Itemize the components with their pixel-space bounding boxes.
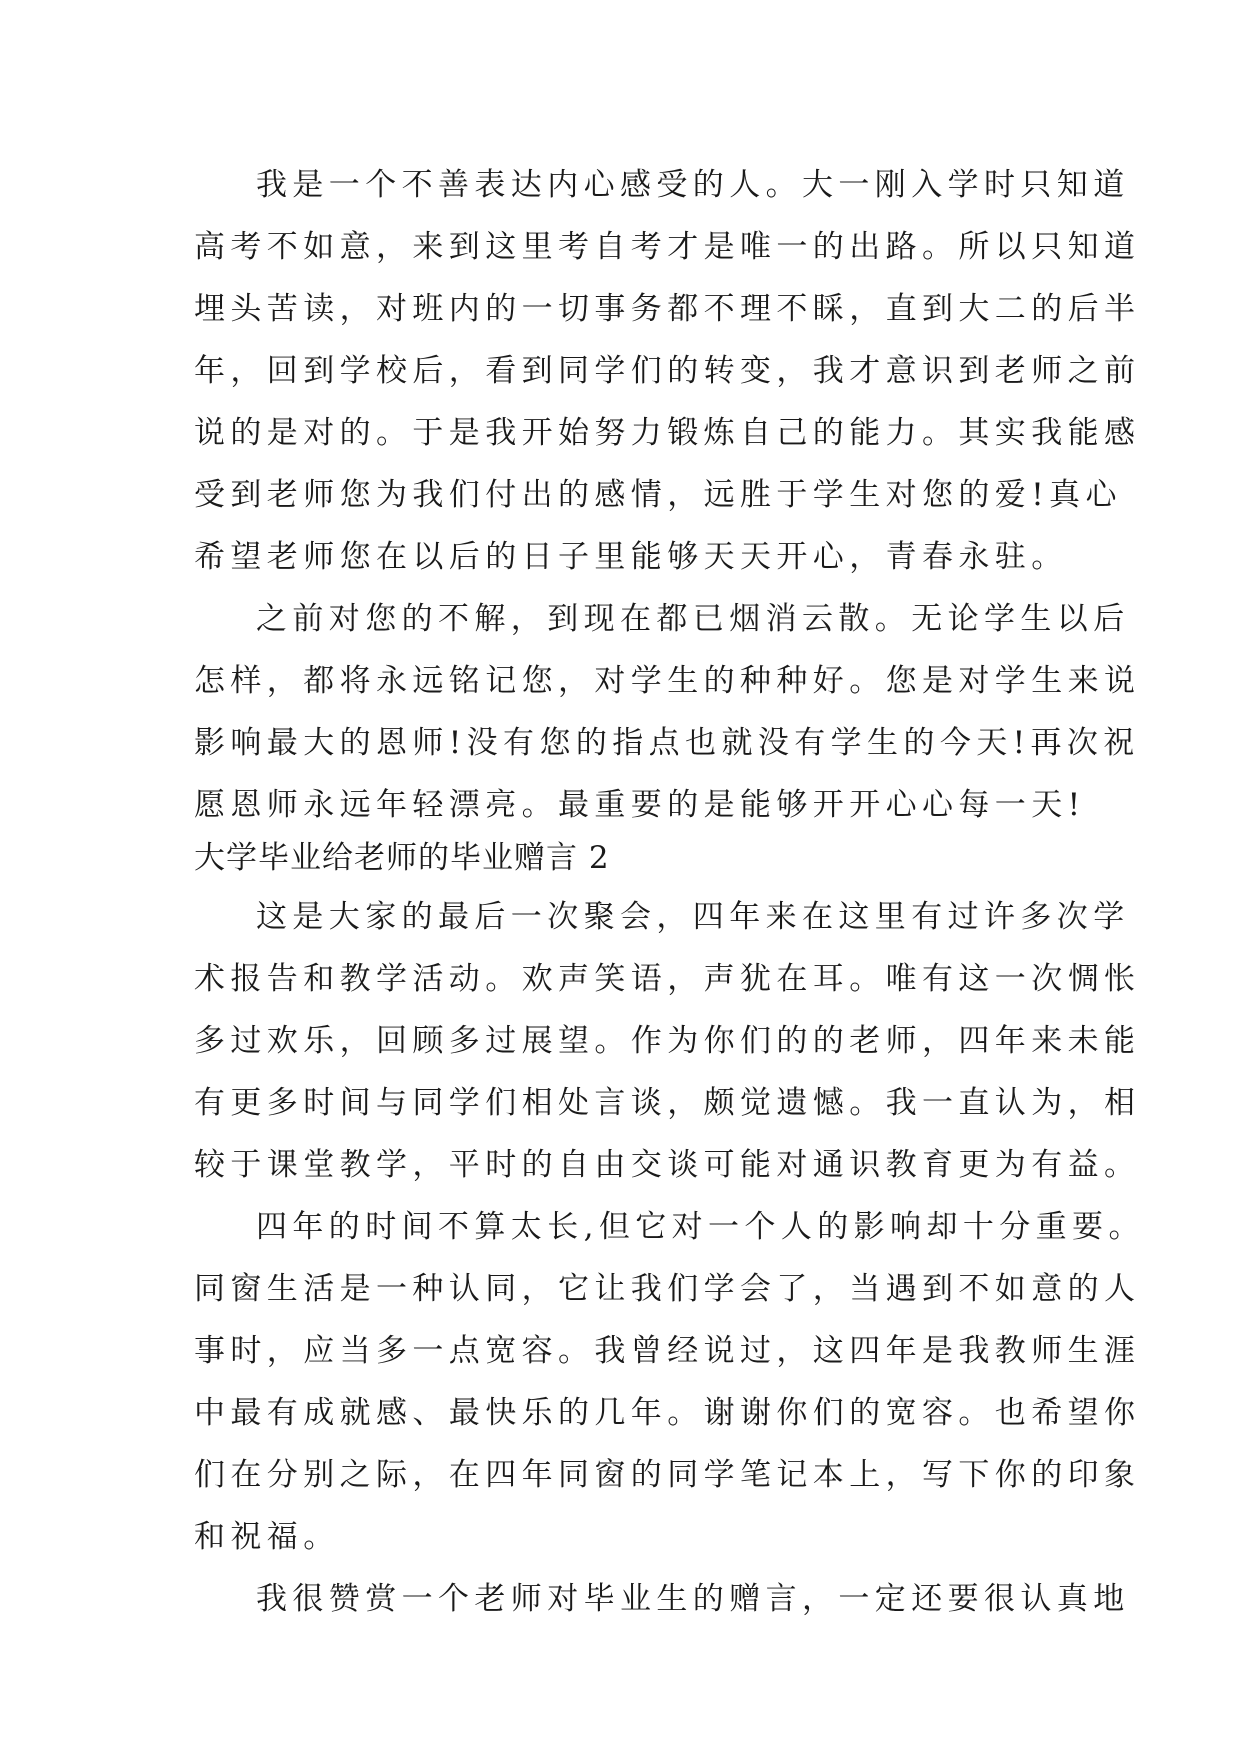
section-heading: 大学毕业给老师的毕业赠言 2 [194,840,610,876]
paragraph-2-line-4: 愿恩师永远年轻漂亮。最重要的是能够开开心心每一天! [194,787,1086,823]
paragraph-4-line-3: 事时，应当多一点宽容。我曾经说过，这四年是我教师生涯 [194,1333,1141,1369]
paragraph-3-line-5: 较于课堂教学，平时的自由交谈可能对通识教育更为有益。 [194,1147,1141,1183]
paragraph-4-line-6: 和祝福。 [194,1519,340,1555]
paragraph-4-line-5: 们在分别之际，在四年同窗的同学笔记本上，写下你的印象 [194,1457,1141,1493]
paragraph-1-line-3: 埋头苦读，对班内的一切事务都不理不睬，直到大二的后半 [194,291,1141,327]
paragraph-5-line-1: 我很赞赏一个老师对毕业生的赠言，一定还要很认真地 [256,1581,1130,1617]
paragraph-1-line-5: 说的是对的。于是我开始努力锻炼自己的能力。其实我能感 [194,415,1141,451]
paragraph-2-line-1: 之前对您的不解，到现在都已烟消云散。无论学生以后 [256,601,1130,637]
paragraph-4-line-2: 同窗生活是一种认同，它让我们学会了，当遇到不如意的人 [194,1271,1141,1307]
paragraph-3-line-2: 术报告和教学活动。欢声笑语，声犹在耳。唯有这一次惆怅 [194,961,1141,997]
paragraph-1-line-4: 年，回到学校后，看到同学们的转变，我才意识到老师之前 [194,353,1141,389]
paragraph-1-line-7: 希望老师您在以后的日子里能够天天开心，青春永驻。 [194,539,1068,575]
paragraph-1-line-1: 我是一个不善表达内心感受的人。大一刚入学时只知道 [256,167,1130,203]
paragraph-1-line-2: 高考不如意，来到这里考自考才是唯一的出路。所以只知道 [194,229,1141,265]
paragraph-3-line-3: 多过欢乐，回顾多过展望。作为你们的的老师，四年来未能 [194,1023,1141,1059]
paragraph-4-line-1: 四年的时间不算太长,但它对一个人的影响却十分重要。 [256,1209,1145,1245]
paragraph-2-line-3: 影响最大的恩师!没有您的指点也就没有学生的今天!再次祝 [194,725,1140,761]
paragraph-2-line-2: 怎样，都将永远铭记您，对学生的种种好。您是对学生来说 [194,663,1141,699]
paragraph-3-line-4: 有更多时间与同学们相处言谈，颇觉遗憾。我一直认为，相 [194,1085,1141,1121]
paragraph-4-line-4: 中最有成就感、最快乐的几年。谢谢你们的宽容。也希望你 [194,1395,1141,1431]
paragraph-3-line-1: 这是大家的最后一次聚会，四年来在这里有过许多次学 [256,899,1130,935]
paragraph-1-line-6: 受到老师您为我们付出的感情，远胜于学生对您的爱!真心 [194,477,1122,513]
